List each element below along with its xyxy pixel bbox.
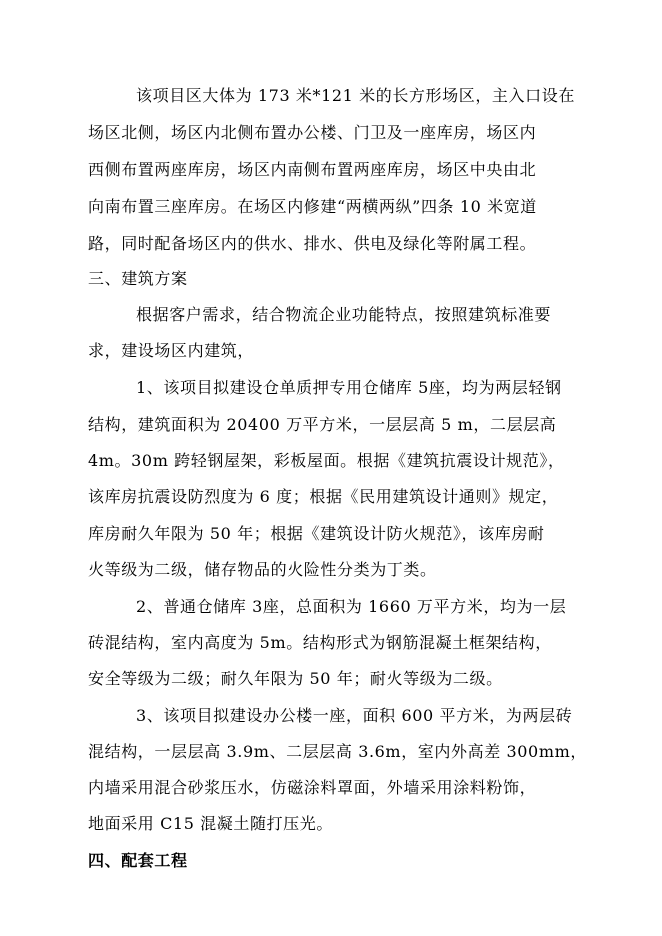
item-3-line-2: 混结构，一层层高 3.9m、二层层高 3.6m，室内外高差 300mm， (88, 742, 587, 761)
item-2-line-1: 2、普通仓储库 3座，总面积为 1660 万平方米，均为一层 (136, 597, 567, 616)
section-heading-4: 四、配套工程 (88, 851, 188, 870)
section-heading-3: 三、建筑方案 (88, 269, 188, 288)
item-1-line-4: 该库房抗震设防烈度为 6 度；根据《民用建筑设计通则》规定， (88, 487, 559, 506)
paragraph-2-line-2: 求，建设场区内建筑， (88, 341, 255, 360)
item-1-line-1: 1、该项目拟建设仓单质押专用仓储库 5座，均为两层轻钢 (136, 378, 562, 397)
item-1-line-6: 火等级为二级，储存物品的火险性分类为丁类。 (88, 560, 437, 579)
item-3-line-1: 3、该项目拟建设办公楼一座，面积 600 平方米，为两层砖 (136, 706, 573, 725)
paragraph-1-line-5: 路，同时配备场区内的供水、排水、供电及绿化等附属工程。 (88, 234, 537, 253)
paragraph-1-line-4: 向南布置三座库房。在场区内修建“两横两纵”四条 10 米宽道 (88, 197, 537, 216)
paragraph-2-line-1: 根据客户需求，结合物流企业功能特点，按照建筑标准要 (136, 305, 552, 324)
item-1-line-5: 库房耐久年限为 50 年；根据《建筑设计防火规范》，该库房耐 (88, 524, 545, 543)
item-1-line-3: 4m。30m 跨轻钢屋架，彩板屋面。根据《建筑抗震设计规范》， (88, 451, 565, 470)
item-2-line-2: 砖混结构，室内高度为 5m。结构形式为钢筋混凝土框架结构， (88, 633, 552, 652)
item-1-line-2: 结构，建筑面积为 20400 万平方米，一层层高 5 m，二层层高 (88, 415, 557, 434)
item-3-line-4: 地面采用 C15 混凝土随打压光。 (88, 814, 333, 833)
paragraph-1-line-3: 西侧布置两座库房，场区内南侧布置两座库房，场区中央由北 (88, 160, 537, 179)
item-3-line-3: 内墙采用混合砂浆压水，仿磁涂料罩面，外墙采用涂料粉饰， (88, 778, 537, 797)
paragraph-1-line-1: 该项目区大体为 173 米*121 米的长方形场区，主入口设在 (136, 86, 575, 105)
item-2-line-3: 安全等级为二级；耐久年限为 50 年；耐火等级为二级。 (88, 669, 503, 688)
paragraph-1-line-2: 场区北侧，场区内北侧布置办公楼、门卫及一座库房，场区内 (88, 123, 537, 142)
